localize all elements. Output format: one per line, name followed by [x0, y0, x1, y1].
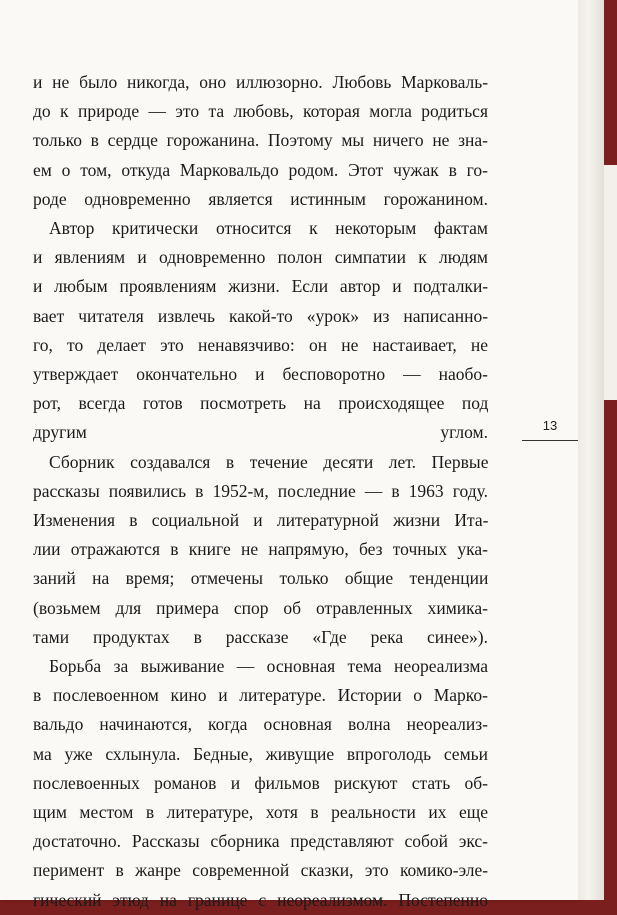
- page-number-rule: [522, 440, 580, 441]
- text-line: только в сердце горожанина. Поэтому мы ничего не зна-: [33, 130, 488, 151]
- text-line: Автор критически относится к некоторым фактам: [49, 218, 488, 239]
- page-number: 13: [542, 418, 558, 433]
- text-line: перимент в жанре современной сказки, это комико-эле-: [33, 860, 489, 881]
- text-line: гический этюд на границе с неореализмом. Постепенно: [33, 889, 488, 910]
- text-line: лии отражаются в книге не напрямую, без точных ука-: [33, 539, 488, 560]
- text-line: в послевоенном кино и литературе. Истории о Марко-: [33, 685, 488, 706]
- page-edge-gap: [604, 165, 617, 400]
- text-line: вает читателя извлечь какой-то «урок» из написанно-: [33, 305, 489, 326]
- text-line: и любым проявлениям жизни. Если автор и подталки-: [33, 276, 489, 297]
- text-line: го, то делает это ненавязчиво: он не настаивает, не: [33, 334, 488, 355]
- text-line: ем о том, откуда Марковальдо родом. Этот чужак в го-: [33, 159, 488, 180]
- text-line: рассказы появились в 1952-м, последние — в 1963 году.: [33, 480, 488, 501]
- page-edge: [578, 0, 604, 900]
- text-line: другим углом.: [33, 422, 488, 443]
- text-line: рот, всегда готов посмотреть на происходящее под: [33, 393, 489, 414]
- paragraph: [33, 214, 488, 448]
- text-line: Сборник создавался в течение десяти лет. Первые: [49, 451, 489, 472]
- text-line: Изменения в социальной и литературной жизни Ита-: [33, 510, 489, 531]
- text-line: утверждает окончательно и бесповоротно — наобо-: [33, 364, 488, 385]
- text-line: Борьба за выживание — основная тема неореализма: [49, 656, 489, 677]
- text-line: щим местом в литературе, хотя в реальности их еще: [33, 802, 488, 823]
- text-line: тами продуктах в рассказе «Где река синее»).: [33, 626, 488, 647]
- text-line: (возьмем для примера спор об отравленных химика-: [33, 597, 488, 618]
- text-line: и не было никогда, оно иллюзорно. Любовь Марковаль-: [33, 72, 489, 92]
- body-text: [33, 68, 488, 915]
- text-line: послевоенных романов и фильмов рискуют стать об-: [33, 772, 488, 793]
- paragraph: [33, 68, 488, 214]
- text-line: и явлениям и одновременно полон симпатии к людям: [33, 247, 488, 268]
- paragraph: [33, 652, 488, 915]
- text-line: вальдо начинаются, когда основная волна неореализ-: [33, 714, 488, 735]
- text-line: достаточно. Рассказы сборника представляют собой экс-: [33, 831, 488, 852]
- text-line: до к природе — это та любовь, которая могла родиться: [33, 101, 488, 122]
- text-line: роде одновременно является истинным горожанином.: [33, 188, 488, 209]
- text-line: ма уже схлынула. Бедные, живущие впроголодь семьи: [33, 743, 488, 764]
- text-line: заний на время; отмечены только общие тенденции: [33, 568, 489, 589]
- paragraph: [33, 448, 488, 652]
